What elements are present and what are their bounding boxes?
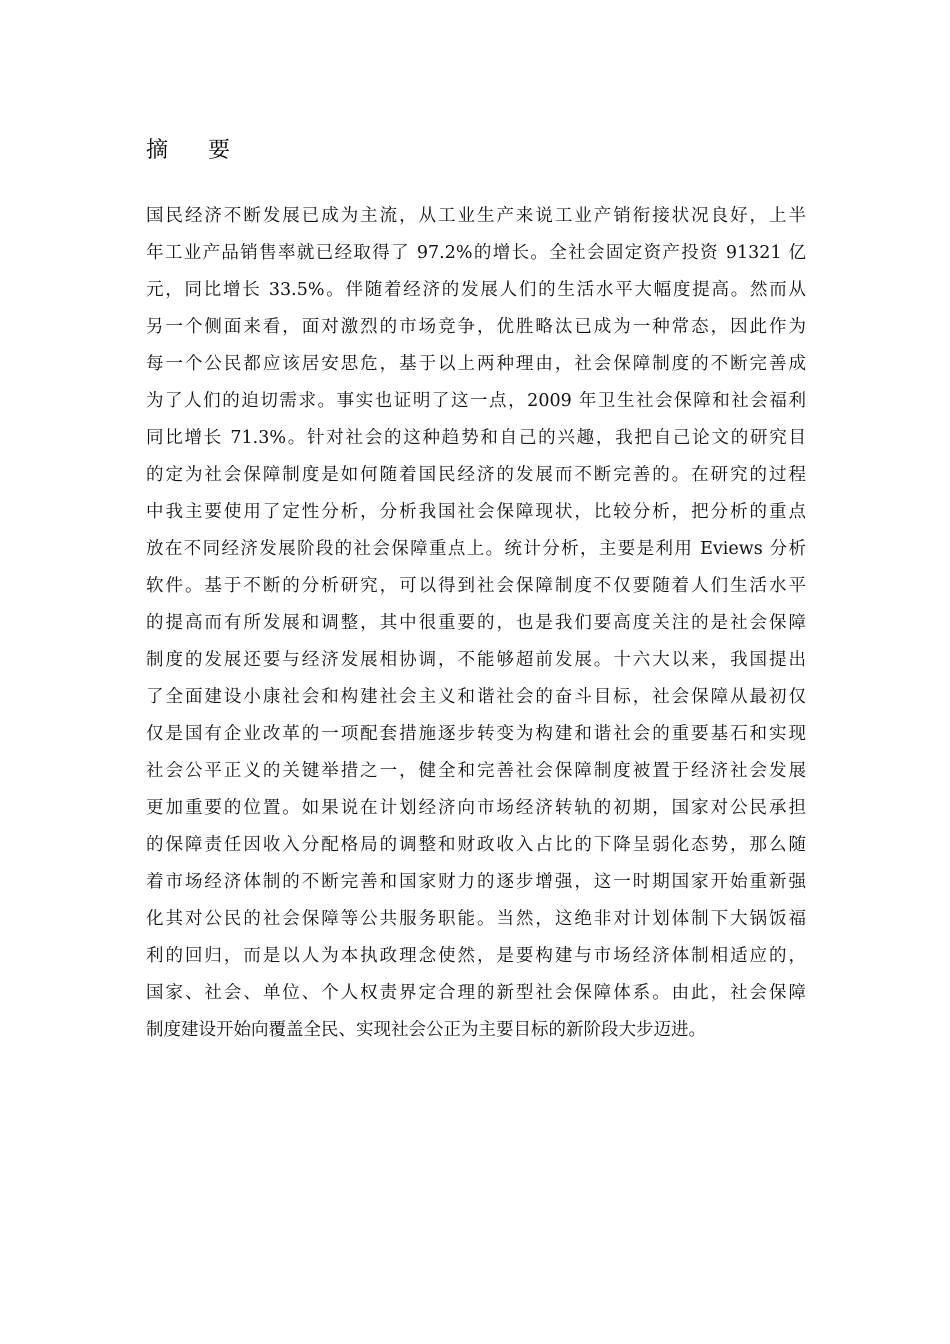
text-line: 国家、社会、单位、个人权责界定合理的新型社会保障体系。由此，社会保障 <box>146 983 806 1003</box>
text-line: 中我主要使用了定性分析，分析我国社会保障现状，比较分析，把分析的重点 <box>146 502 806 522</box>
text-line: 制度的发展还要与经济发展相协调，不能够超前发展。十六大以来，我国提出 <box>146 650 806 670</box>
text-line: 放在不同经济发展阶段的社会保障重点上。统计分析，主要是利用 Eviews 分析 <box>146 539 806 559</box>
heading-char-1: 摘 <box>146 138 169 163</box>
text-line: 仅是国有企业改革的一项配套措施逐步转变为构建和谐社会的重要基石和实现 <box>146 724 806 744</box>
text-line: 同比增长 71.3%。针对社会的这种趋势和自己的兴趣，我把自己论文的研究目 <box>146 428 806 448</box>
text-line: 更加重要的位置。如果说在计划经济向市场经济转轨的初期，国家对公民承担 <box>146 798 806 818</box>
text-line: 的保障责任因收入分配格局的调整和财政收入占比的下降呈弱化态势，那么随 <box>146 835 806 855</box>
text-line: 的定为社会保障制度是如何随着国民经济的发展而不断完善的。在研究的过程 <box>146 465 806 485</box>
text-line: 年工业产品销售率就已经取得了 97.2%的增长。全社会固定资产投资 91321 亿 <box>146 243 806 263</box>
text-line: 利的回归，而是以人为本执政理念使然，是要构建与市场经济体制相适应的， <box>146 946 806 966</box>
text-line: 为了人们的迫切需求。事实也证明了这一点，2009 年卫生社会保障和社会福利 <box>146 391 806 411</box>
text-line: 每一个公民都应该居安思危，基于以上两种理由，社会保障制度的不断完善成 <box>146 354 806 374</box>
text-line: 化其对公民的社会保障等公共服务职能。当然，这绝非对计划体制下大锅饭福 <box>146 909 806 929</box>
text-line: 社会公平正义的关键举措之一，健全和完善社会保障制度被置于经济社会发展 <box>146 761 806 781</box>
heading-char-2: 要 <box>208 138 231 163</box>
text-line: 元，同比增长 33.5%。伴随着经济的发展人们的生活水平大幅度提高。然而从 <box>146 280 806 300</box>
text-line: 另一个侧面来看，面对激烈的市场竞争，优胜略汰已成为一种常态，因此作为 <box>146 317 806 337</box>
abstract-heading <box>146 134 230 168</box>
text-line: 制度建设开始向覆盖全民、实现社会公正为主要目标的新阶段大步迈进。 <box>146 1020 706 1040</box>
text-line: 国民经济不断发展已成为主流，从工业生产来说工业产销衔接状况良好，上半 <box>146 206 806 226</box>
text-line: 软件。基于不断的分析研究，可以得到社会保障制度不仅要随着人们生活水平 <box>146 576 806 596</box>
text-line: 了全面建设小康社会和构建社会主义和谐社会的奋斗目标，社会保障从最初仅 <box>146 687 806 707</box>
text-line: 着市场经济体制的不断完善和国家财力的逐步增强，这一时期国家开始重新强 <box>146 872 806 892</box>
text-line: 的提高而有所发展和调整，其中很重要的，也是我们要高度关注的是社会保障 <box>146 613 806 633</box>
abstract-body <box>146 198 806 1049</box>
